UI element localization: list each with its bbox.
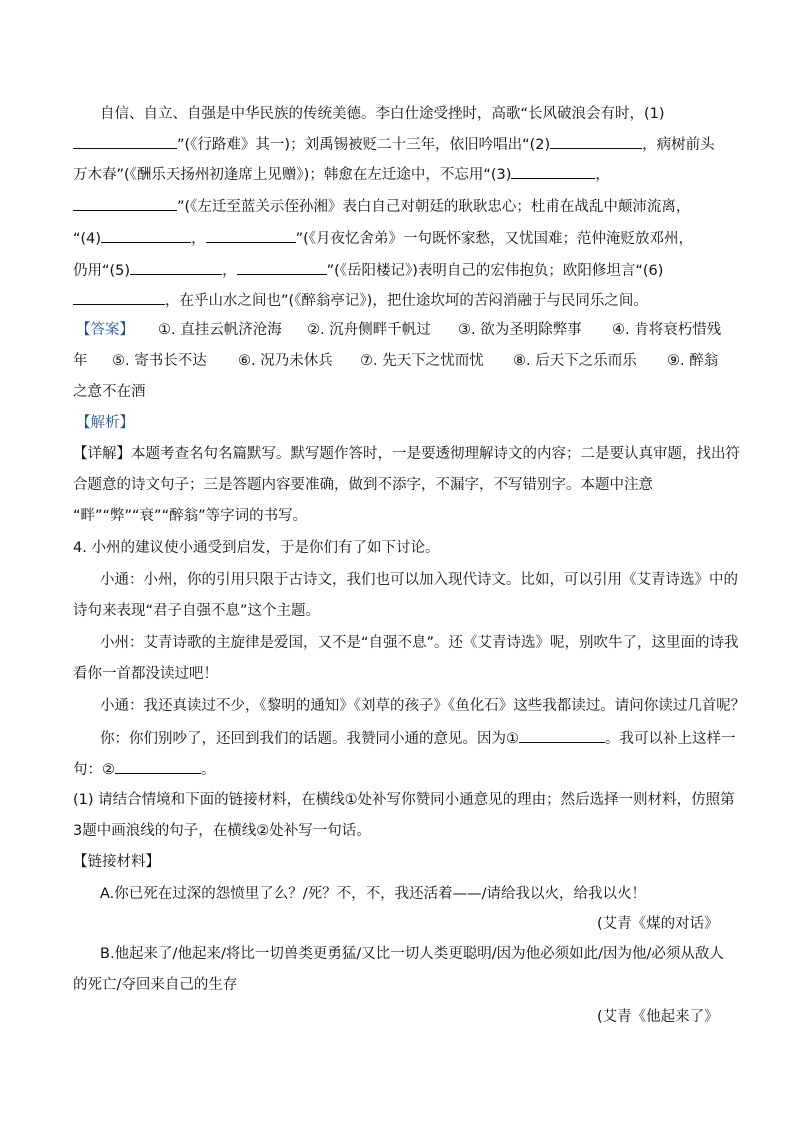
sentence-blank[interactable] <box>115 759 201 774</box>
answer-blank-1[interactable] <box>73 134 177 149</box>
answer-item-8: ⑧. 后天下之乐而乐 <box>513 353 637 369</box>
answer-item-4-cont: 年 <box>73 353 88 369</box>
analysis-label: 【解析】 <box>76 415 134 431</box>
dialog-xiaotong-1b: 诗句来表现“君子自强不息”这个主题。 <box>73 603 321 619</box>
para3-line3: 万木春”(《酬乐天扬州初逢席上见赠》)；韩愈在左迁途中，不忘用“(3) ， <box>73 164 610 185</box>
q4-intro: 4. 小州的建议使小通受到启发，于是你们有了如下讨论。 <box>73 540 440 556</box>
para3-line5: “(4) ， ”(《月夜忆舍弟》一句既怀家愁，又忧国难；范仲淹贬放邓州， <box>73 228 693 249</box>
detail-label: 【详解】 <box>73 446 131 462</box>
answer-blank-4a[interactable] <box>101 228 191 243</box>
dialog-xiaotong-1a: 小通：小州，你的引用只限于古诗文，我们也可以加入现代诗文。比如，可以引用《艾青诗选》中的 <box>100 572 738 588</box>
material-a-source: (艾青《煤的对话》 <box>597 916 719 932</box>
answer-item-9: ⑨. 醉翁 <box>667 353 719 369</box>
para3-line4: ”(《左迁至蓝关示侄孙湘》表白自己对朝廷的耿耿忠心；杜甫在战乱中颠沛流离， <box>73 196 690 217</box>
dialog-you-5: 句：② 。 <box>73 759 216 780</box>
dialog-you-4: 你：你们别吵了，还回到我们的话题。我赞同小通的意见。因为① 。我可以补上这样一 <box>100 728 736 749</box>
answer-blank-3b[interactable] <box>73 196 177 211</box>
answer-blank-2[interactable] <box>550 134 642 149</box>
material-b-source: (艾青《他起来了》 <box>597 1009 719 1025</box>
answer-item-6: ⑥. 况乃未休兵 <box>238 353 333 369</box>
answer-blank-4b[interactable] <box>206 228 296 243</box>
reason-blank[interactable] <box>519 728 605 743</box>
subquestion-1b: 3题中画浪线的句子，在横线②处补写一句话。 <box>73 823 371 839</box>
answer-blank-6[interactable] <box>73 290 165 305</box>
answer-blank-5b[interactable] <box>237 260 327 275</box>
material-b-line2: 的死亡/夺回来自己的生存 <box>73 977 238 993</box>
answer-blank-3a[interactable] <box>511 164 595 179</box>
analysis-detail-line3: “畔”“弊”“衰”“醉翁”等字词的书写。 <box>73 508 308 524</box>
answer-label: 【答案】 <box>76 322 134 338</box>
answer-item-9-cont: 之意不在酒 <box>73 384 146 400</box>
dialog-xiaotong-3: 小通：我还真读过不少，《黎明的通知》《刘草的孩子》《鱼化石》这些我都读过。请问你读过几首呢？ <box>100 698 746 714</box>
dialog-xiaozhou-2b: 看你一首都没读过吧！ <box>73 666 218 682</box>
answer-item-4: ④. 肯将衰朽惜残 <box>612 322 722 338</box>
para3-line6: 仍用“(5) ， ”(《岳阳楼记》)表明自己的宏伟抱负；欧阳修坦言“(6) <box>73 260 663 281</box>
answer-item-1: ①. 直挂云帆济沧海 <box>158 322 282 338</box>
answer-item-5: ⑤. 寄书长不达 <box>112 353 207 369</box>
para3-line1: 自信、自立、自强是中华民族的传统美德。李白仕途受挫时，高歌“长风破浪会有时，(1) <box>100 106 665 122</box>
answer-item-2: ②. 沉舟侧畔千帆过 <box>307 322 431 338</box>
subquestion-1a: (1) 请结合情境和下面的链接材料，在横线①处补写你赞同小通意见的理由；然后选择一则材料，仿照第 <box>73 792 735 808</box>
para3-line7: ，在乎山水之间也”(《醉翁亭记》)，把仕途坎坷的苦闷消融于与民同乐之间。 <box>73 290 648 311</box>
material-b-line1: B.他起来了/他起来/将比一切兽类更勇猛/又比一切人类更聪明/因为他必须如此/因为他/必须从敌人 <box>100 946 724 962</box>
dialog-xiaozhou-2a: 小州：艾青诗歌的主旋律是爱国，又不是“自强不息”。还《艾青诗选》呢，别吹牛了，这里面的诗我 <box>100 635 739 651</box>
material-a: A.你已死在过深的怨愤里了么？/死？不，不，我还活着——/请给我以火，给我以火！ <box>100 886 647 902</box>
answer-item-3: ③. 欲为圣明除弊事 <box>458 322 582 338</box>
link-materials-label: 【链接材料】 <box>73 854 160 870</box>
para3-line2: ”(《行路难》其一)；刘禹锡被贬二十三年，依旧吟唱出“(2) ，病树前头 <box>73 134 715 155</box>
analysis-detail-line1: 【详解】本题考查名句名篇默写。默写题作答时，一是要透彻理解诗文的内容；二是要认真审题，找出符 <box>73 446 740 462</box>
answer-blank-5a[interactable] <box>130 260 222 275</box>
answer-item-7: ⑦. 先天下之忧而忧 <box>360 353 484 369</box>
analysis-detail-line2: 合题意的诗文句子；三是答题内容要准确，做到不添字，不漏字，不写错别字。本题中注意 <box>73 477 653 493</box>
